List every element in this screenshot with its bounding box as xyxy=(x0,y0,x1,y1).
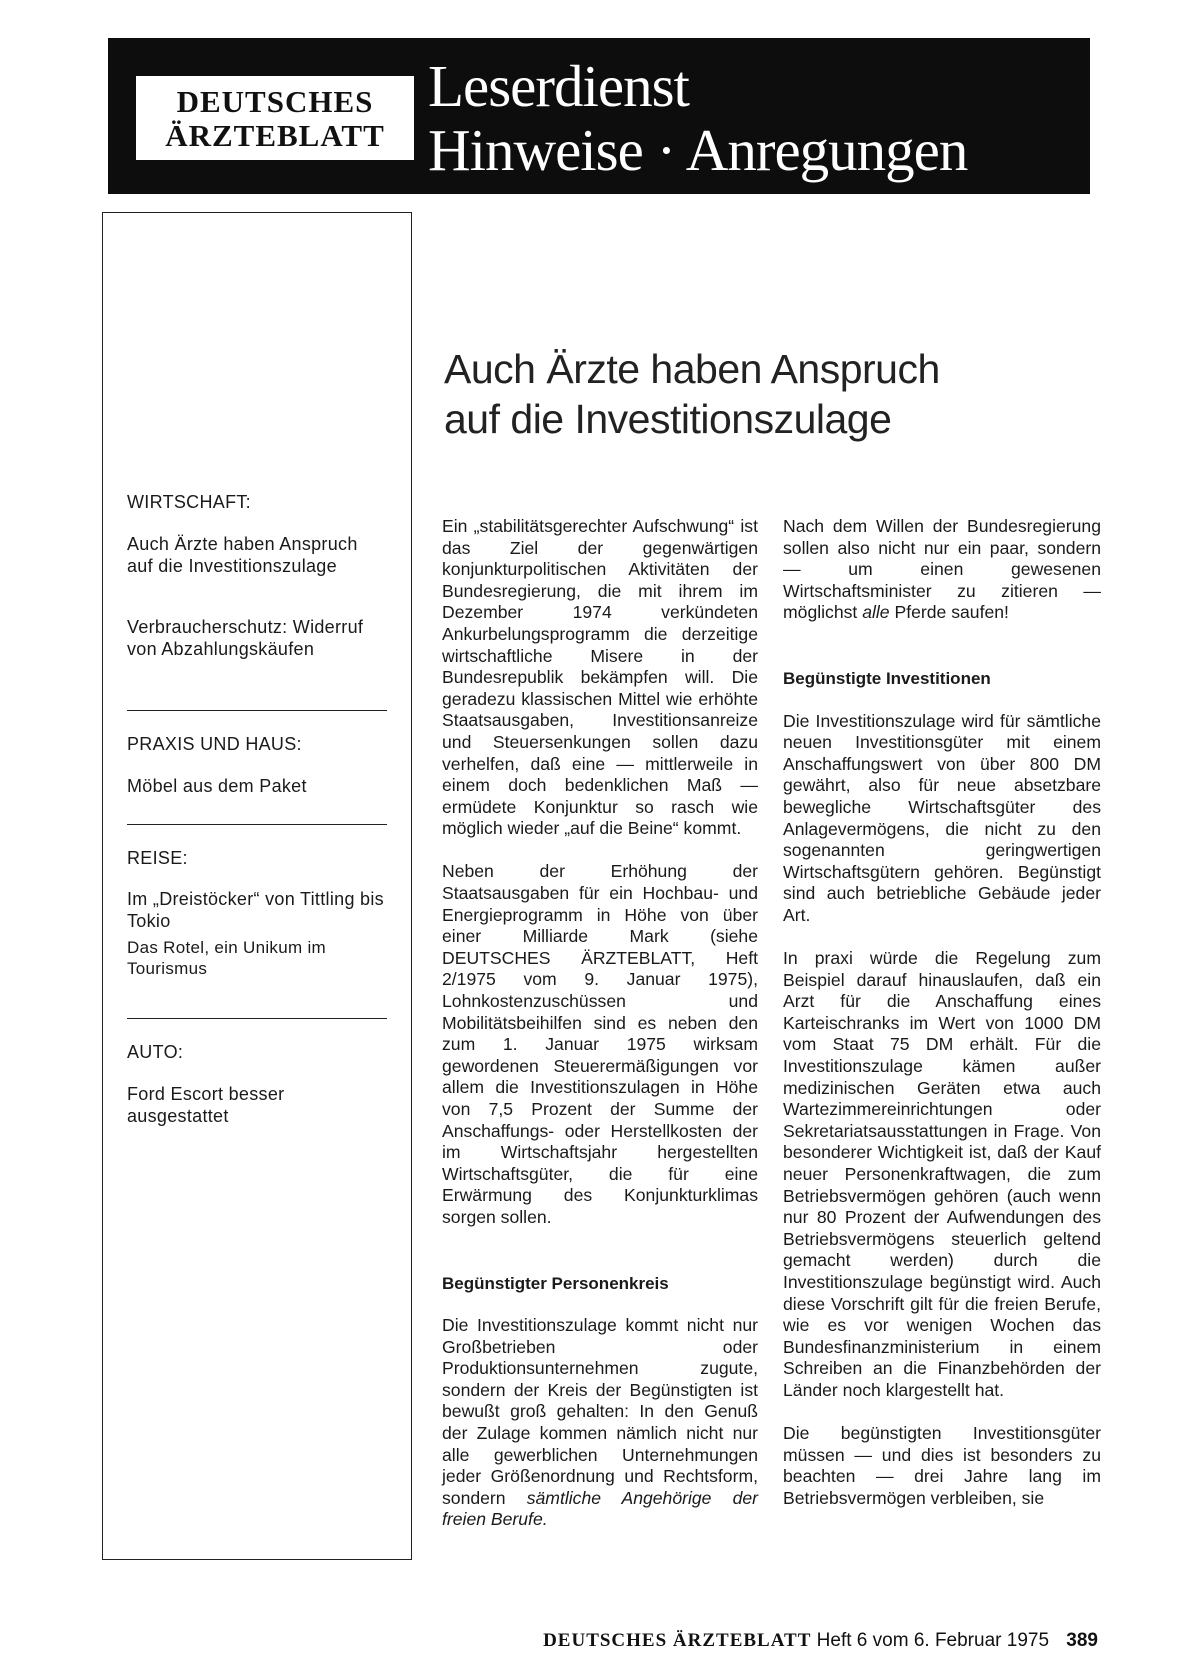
sidebar-item: Verbraucherschutz: Widerruf von Abzahlungskäufen xyxy=(127,617,364,659)
footer-issue: Heft 6 vom 6. Februar 1975 xyxy=(816,1630,1050,1651)
paragraph xyxy=(783,516,1101,624)
sidebar-heading-praxis: PRAXIS UND HAUS: xyxy=(127,734,302,754)
logo-line-2: ÄRZTEBLATT xyxy=(165,118,385,153)
sidebar-item: Im „Dreistöcker“ von Tittling bis Tokio xyxy=(127,889,384,931)
header-banner xyxy=(108,38,1090,194)
sidebar-heading-wirtschaft: WIRTSCHAFT: xyxy=(127,492,251,512)
footer-journal-name: DEUTSCHES ÄRZTEBLATT xyxy=(543,1630,812,1651)
sidebar-heading-reise: REISE: xyxy=(127,848,188,868)
sidebar-divider xyxy=(127,710,387,711)
sidebar-item: Auch Ärzte haben Anspruch auf die Investitionszulage xyxy=(127,534,358,576)
paragraph: Ein „stabilitätsgerechter Aufschwung“ ist das Ziel der gegenwärtigen konjunkturpolitischen Aktivitäten der Bundesregierung, die mit ihrem im Dezember 1974 verkündeten Ankurbelungsprogramm die derzeitige wirtschaftliche Misere in der Bundesrepublik bekämpfen will. Die geradezu klassischen Mittel wie erhöhte Staatsausgaben, Investitionsanreize und Steuersenkungen sollen dazu verhelfen, daß eine — mittlerweile in einem doch bedenklichen Maß — ermüdete Konjunktur so rasch wie möglich wieder „auf die Beine“ kommt. xyxy=(442,516,758,839)
article-title-line-1: Auch Ärzte haben Anspruch xyxy=(444,346,940,392)
paragraph: Die Investitionszulage wird für sämtliche neuen Investitionsgüter mit einem Anschaffungswert von über 800 DM gewährt, also für neue absetzbare bewegliche Wirtschaftsgüter des Anlagevermögens, die nicht zu den sogenannten geringwertigen Wirtschaftsgütern gehören. Begünstigt sind auch betriebliche Gebäude jeder Art. xyxy=(783,710,1101,925)
logo-line-1: DEUTSCHES xyxy=(176,84,374,119)
paragraph-emphasis: alle xyxy=(862,602,890,623)
paragraph: Die begünstigten Investitionsgüter müssen — und dies ist besonders zu beachten — drei Jahre lang im Betriebsvermögen verbleiben, sie xyxy=(783,1422,1101,1508)
article-title xyxy=(444,344,940,444)
article-title-line-2: auf die Investitionszulage xyxy=(444,396,892,442)
page-number: 389 xyxy=(1066,1630,1098,1651)
subheading-personenkreis: Begünstigter Personenkreis xyxy=(442,1273,669,1293)
section-title xyxy=(428,54,967,182)
page-footer xyxy=(543,1630,1098,1652)
paragraph-text: Pferde saufen! xyxy=(889,602,1009,623)
sidebar-item: Ford Escort besser ausgestattet xyxy=(127,1084,285,1126)
paragraph xyxy=(442,1315,758,1531)
sidebar-divider xyxy=(127,1018,387,1019)
section-title-line-1: Leserdienst xyxy=(428,53,689,119)
paragraph-text: Nach dem Willen der Bundesregierung sollen also nicht nur ein paar, sondern — um einen gewesenen Wirtschaftsminister zu zitieren — möglichst xyxy=(783,516,1101,623)
paragraph: In praxi würde die Regelung zum Beispiel darauf hinauslaufen, daß ein Arzt für die Anschaffung eines Karteischranks im Wert von 1000 DM vom Staat 75 DM erhält. Für die Investitionszulage kämen außer medizinischen Geräten etwa auch Wartezimmereinrichtungen oder Sekretariatsausstattungen in Frage. Von besonderer Wichtigkeit ist, daß der Kauf neuer Personenkraftwagen, die zum Betriebsvermögen gehören (auch wenn nur 80 Prozent der Aufwendungen des Betriebsvermögens steuerlich geltend gemacht werden) durch die Investitionszulage begünstigt wird. Auch diese Vorschrift gilt für die freien Berufe, wie es vor wenigen Wochen das Bundesfinanzministerium in einem Schreiben an die Finanzbehörden der Länder noch klargestellt hat. xyxy=(783,948,1101,1400)
sidebar-item: Möbel aus dem Paket xyxy=(127,776,307,796)
journal-logo xyxy=(136,76,414,160)
paragraph-text: Die Investitionszulage kommt nicht nur Großbetrieben oder Produktionsunternehmen zugute, sondern der Kreis der Begünstigten ist bewußt groß gehalten: In den Genuß der Zulage kommen nämlich nicht nur alle gewerblichen Unternehmungen jeder Größenordnung und Rechtsform, sondern xyxy=(442,1315,758,1508)
sidebar-divider xyxy=(127,824,387,825)
article-column-2 xyxy=(783,516,1101,1531)
section-title-line-2: Hinweise · Anregungen xyxy=(428,117,968,183)
contents-sidebar xyxy=(102,212,412,1560)
paragraph-emphasis: sämtliche Angehörige der freien Berufe. xyxy=(442,1487,759,1530)
subheading-investitionen: Begünstigte Investitionen xyxy=(783,668,991,688)
sidebar-heading-auto: AUTO: xyxy=(127,1042,184,1062)
article-column-1 xyxy=(442,516,758,1553)
sidebar-item: Das Rotel, ein Unikum im Tourismus xyxy=(127,938,326,978)
paragraph: Neben der Erhöhung der Staatsausgaben für ein Hochbau- und Energieprogramm in Höhe von über einer Milliarde Mark (siehe DEUTSCHES ÄRZTEBLATT, Heft 2/1975 vom 9. Januar 1975), Lohnkostenzuschüssen und Mobilitätsbeihilfen sind es neben den zum 1. Januar 1975 wirksam gewordenen Steuerermäßigungen vor allem die Investitionszulagen in Höhe von 7,5 Prozent der Summe der Anschaffungs- oder Herstellkosten der im Wirtschaftsjahr hergestellten Wirtschaftsgüter, die für eine Erwärmung des Konjunkturklimas sorgen sollen. xyxy=(442,861,758,1227)
